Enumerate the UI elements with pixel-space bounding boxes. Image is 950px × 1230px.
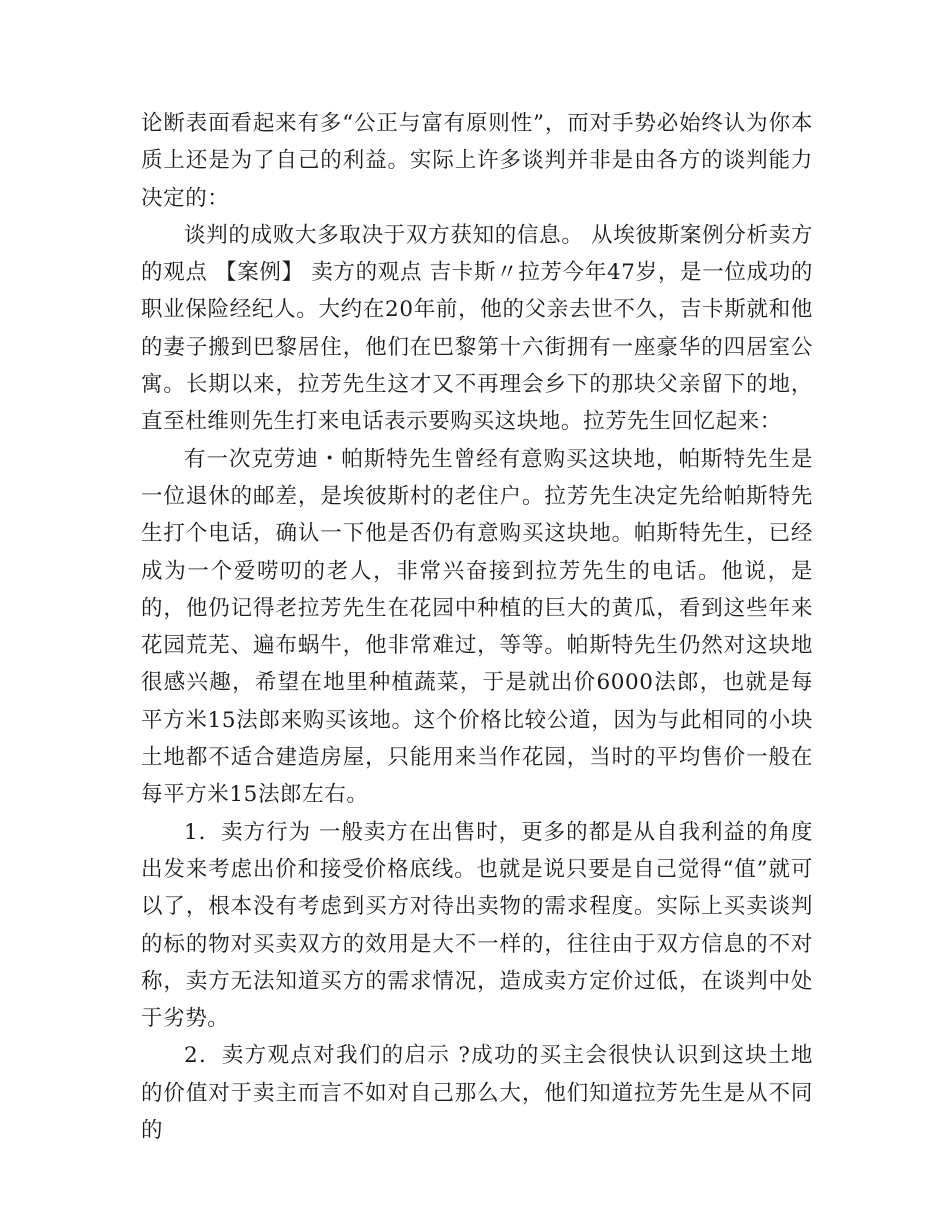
paragraph-3: 有一次克劳迪・帕斯特先生曾经有意购买这块地，帕斯特先生是一位退休的邮差，是埃彼斯村的老住户。拉芳先生决定先给帕斯特先生打个电话，确认一下他是否仍有意购买这块地。帕斯特先生，已经成为一个爱唠叨的老人，非常兴奋接到拉芳先生的电话。他说，是的，他仍记得老拉芳先生在花园中种植的巨大的黄瓜，看到这些年来花园荒芜、遍布蜗牛，他非常难过，等等。帕斯特先生仍然对这块地很感兴趣，希望在地里种植蔬菜，于是就出价6000法郎，也就是每平方米15法郎来购买该地。这个价格比较公道，因为与此相同的小块土地都不适合建造房屋，只能用来当作花园，当时的平均售价一般在每平方米15法郎左右。: [141, 446, 813, 808]
paragraph-5: 2．卖方观点对我们的启示 ?成功的买主会很快认识到这块土地的价值对于卖主而言不如对自己那么大，他们知道拉芳先生是从不同的: [141, 1043, 813, 1144]
document-body: [141, 105, 813, 1149]
paragraph-4: 1．卖方行为 一般卖方在出售时，更多的都是从自我利益的角度出发来考虑出价和接受价格底线。也就是说只要是自己觉得“值”就可以了，根本没有考虑到买方对待出卖物的需求程度。实际上买卖谈判的标的物对买卖双方的效用是大不一样的，往往由于双方信息的不对称，卖方无法知道买方的需求情况，造成卖方定价过低，在谈判中处于劣势。: [141, 819, 813, 1032]
paragraph-2: 谈判的成败大多取决于双方获知的信息。 从埃彼斯案例分析卖方的观点 【案例】 卖方的观点 吉卡斯〃拉芳今年47岁，是一位成功的职业保险经纪人。大约在20年前，他的父亲去世不久，吉卡斯就和他的妻子搬到巴黎居住，他们在巴黎第十六街拥有一座豪华的四居室公寓。长期以来，拉芳先生这才又不再理会乡下的那块父亲留下的地，直至杜维则先生打来电话表示要购买这块地。拉芳先生回忆起来：: [141, 222, 813, 435]
paragraph-1: 论断表面看起来有多“公正与富有原则性”，而对手势必始终认为你本质上还是为了自己的利益。实际上许多谈判并非是由各方的谈判能力决定的：: [141, 111, 813, 211]
